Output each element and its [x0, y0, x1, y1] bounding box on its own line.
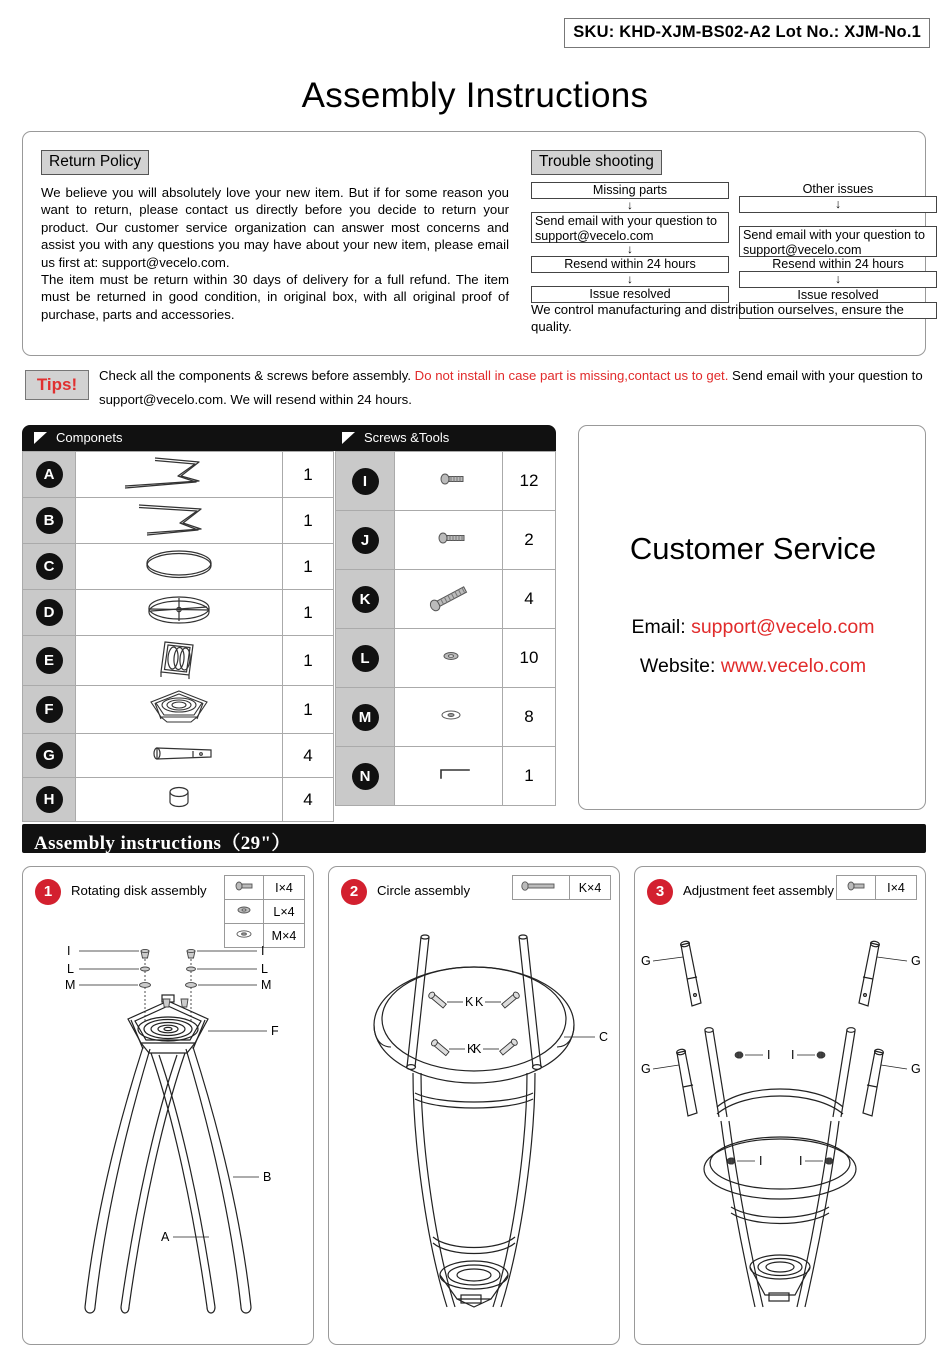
part-badge: D: [36, 599, 63, 626]
step-number-badge: 1: [35, 879, 61, 905]
callout-K: K: [475, 995, 484, 1009]
seat-ring-cross-brace-icon: [89, 590, 269, 630]
callout-I: I: [261, 944, 265, 958]
legend-text: K×4: [570, 876, 611, 900]
table-row: [336, 629, 556, 688]
callout-K: K: [465, 995, 474, 1009]
return-policy-paragraph-1: We believe you will absolutely love your new item. But if for some reason you want to return, please contact us directly before you decide to return your product. Our customer service organization can answer most concerns and assist you with any questions you may have about your new item, please email us first at: support@vecelo.com.: [41, 185, 509, 270]
part-badge: H: [36, 786, 63, 813]
allen-key-icon: [395, 762, 507, 786]
part-badge: G: [36, 742, 63, 769]
table-row: [23, 544, 334, 590]
part-key-cell: [23, 498, 76, 544]
flow-label-issue-resolved-other: Issue resolved: [797, 288, 879, 302]
part-key-cell: [23, 686, 76, 734]
short-bolt-icon: [229, 880, 259, 892]
screws-table: [335, 451, 556, 806]
part-badge: A: [36, 461, 63, 488]
sku-label: SKU: KHD-XJM-BS02-A2 Lot No.: XJM-No.1: [564, 18, 930, 48]
part-qty: 2: [503, 511, 556, 570]
flow-box-send-email: Send email with your question to support@vecelo.com: [531, 212, 729, 243]
tips-warning-text: Do not install in case part is missing,contact us to get.: [414, 368, 729, 383]
legend-row: [513, 876, 611, 900]
part-qty: 8: [503, 688, 556, 747]
part-badge: J: [352, 527, 379, 554]
part-image-cell: [76, 452, 283, 498]
part-badge: N: [352, 763, 379, 790]
tube-leg-zigzag-icon: [89, 498, 269, 538]
part-qty: 1: [503, 747, 556, 806]
part-key-cell: [336, 629, 395, 688]
flow-box-other-issues: ↓: [739, 196, 937, 213]
step-3-diagram: [635, 907, 925, 1345]
customer-service-panel: [578, 425, 926, 810]
part-image-cell: [76, 590, 283, 636]
callout-I: I: [799, 1154, 803, 1168]
part-image-cell: [395, 570, 503, 629]
table-row: [23, 498, 334, 544]
short-bolt-icon: [395, 469, 507, 489]
part-key-cell: [23, 778, 76, 822]
long-bolt-icon: [395, 582, 507, 612]
part-badge: L: [352, 645, 379, 672]
legend-row: [837, 876, 917, 900]
tips-badge: Tips!: [25, 370, 89, 400]
screws-header: Screws &Tools: [364, 430, 450, 445]
part-key-cell: [336, 570, 395, 629]
part-image-cell: [395, 629, 503, 688]
part-qty: 12: [503, 452, 556, 511]
flow-arrow-icon: ↓: [627, 242, 633, 256]
step-panel-2: [328, 866, 620, 1345]
trouble-shooting-note: We control manufacturing and distribution ourselves, ensure the quality.: [531, 302, 904, 334]
flow-box-resend: Resend within 24 hours: [531, 256, 729, 273]
legend-text: I×4: [876, 876, 917, 900]
page-title: Assembly Instructions: [301, 76, 649, 115]
flow-box-issue-resolved: Issue resolved: [531, 286, 729, 303]
triangle-marker-icon: [342, 432, 355, 444]
legend-text: L×4: [264, 900, 305, 924]
part-image-cell: [395, 511, 503, 570]
part-badge: C: [36, 553, 63, 580]
callout-K: K: [467, 1042, 476, 1056]
flow-box-resend-other: ↓: [739, 271, 937, 288]
legend-icon-cell: [513, 876, 570, 900]
part-key-cell: [23, 590, 76, 636]
table-row: [336, 747, 556, 806]
email-label: Email:: [631, 616, 692, 638]
table-row: [23, 686, 334, 734]
foot-cap-icon: [89, 780, 269, 814]
part-image-cell: [76, 498, 283, 544]
flow-box-missing-parts: Missing parts: [531, 182, 729, 199]
part-image-cell: [76, 636, 283, 686]
website-label: Website:: [639, 655, 721, 677]
part-qty: 1: [283, 590, 334, 636]
part-badge: E: [36, 647, 63, 674]
legend-row: [225, 876, 305, 900]
part-badge: I: [352, 468, 379, 495]
adjustment-foot-tube-icon: [89, 737, 269, 769]
part-key-cell: [336, 452, 395, 511]
table-row: [23, 734, 334, 778]
long-bolt-icon: [517, 880, 565, 892]
table-row: [23, 778, 334, 822]
assembly-banner-label: Assembly instructions（29"）: [34, 833, 291, 854]
customer-service-title: Customer Service: [629, 531, 877, 566]
callout-C: C: [599, 1030, 609, 1044]
legend-text: M×4: [264, 924, 305, 948]
part-image-cell: [76, 778, 283, 822]
step-number-badge: 3: [647, 879, 673, 905]
table-row: [336, 511, 556, 570]
flow-arrow-icon: ↓: [627, 198, 633, 212]
table-row: [336, 570, 556, 629]
step-1-diagram: [23, 907, 313, 1345]
part-qty: 1: [283, 636, 334, 686]
part-qty: 1: [283, 544, 334, 590]
callout-I: I: [767, 1048, 771, 1062]
callout-L: L: [67, 962, 74, 976]
parts-tables: [22, 425, 556, 810]
return-policy-body: [41, 184, 509, 323]
tube-leg-zigzag-icon: [89, 452, 269, 492]
step-title: Rotating disk assembly: [71, 883, 207, 898]
step-title: Adjustment feet assembly: [683, 883, 834, 898]
website-value[interactable]: www.vecelo.com: [720, 655, 867, 677]
components-table: [22, 451, 334, 822]
part-image-cell: [76, 544, 283, 590]
part-badge: F: [36, 696, 63, 723]
part-badge: K: [352, 586, 379, 613]
tips-text-after: Send email with your question to support@vecelo.com. We will resend within 24 hours.: [99, 368, 923, 407]
sku-header: [564, 18, 930, 48]
step-panel-1: [22, 866, 314, 1345]
part-qty: 1: [283, 498, 334, 544]
info-panel: [22, 131, 926, 356]
part-key-cell: [336, 511, 395, 570]
flow-box-send-email-other: Send email with your question to support@vecelo.com: [739, 226, 937, 257]
part-badge: M: [352, 704, 379, 731]
flow-label-resend-other: Resend within 24 hours: [772, 257, 904, 271]
components-header: Componets: [56, 430, 123, 445]
part-key-cell: [23, 734, 76, 778]
part-key-cell: [23, 544, 76, 590]
callout-G: G: [911, 1062, 921, 1076]
trouble-shooting-flowchart: [531, 182, 943, 322]
spring-washer-icon: [395, 646, 507, 666]
table-row: [336, 688, 556, 747]
flat-washer-icon: [395, 705, 507, 725]
callout-B: B: [263, 1170, 272, 1184]
part-qty: 4: [283, 734, 334, 778]
table-row: [23, 636, 334, 686]
part-qty: 10: [503, 629, 556, 688]
legend-icon-cell: [225, 876, 264, 900]
return-policy-tag: Return Policy: [41, 150, 149, 175]
step-legend: [512, 875, 611, 900]
tips-text-before: Check all the components & screws before assembly.: [99, 368, 415, 383]
email-value[interactable]: support@vecelo.com: [691, 616, 875, 638]
callout-G: G: [641, 1062, 651, 1076]
flow-column-other-issues: [739, 182, 937, 319]
short-bolt-icon: [841, 880, 871, 892]
part-qty: 1: [283, 686, 334, 734]
return-policy-section: [41, 150, 509, 323]
tips-text: [99, 364, 923, 412]
part-image-cell: [395, 688, 503, 747]
part-qty: 1: [283, 452, 334, 498]
legend-icon-cell: [837, 876, 876, 900]
triangle-marker-icon: [34, 432, 47, 444]
return-policy-paragraph-2: The item must be return within 30 days of delivery for a full refund. The item must be returned in good condition, in original box, with all original proof of purchase, parts and accessories.: [41, 272, 509, 322]
customer-service-website-row: [579, 655, 927, 678]
table-row: [23, 590, 334, 636]
callout-I: I: [759, 1154, 763, 1168]
callout-G: G: [641, 954, 651, 968]
step-title: Circle assembly: [377, 883, 471, 898]
callout-F: F: [271, 1024, 279, 1038]
swivel-plate-icon: [89, 686, 269, 728]
callout-I: I: [791, 1048, 795, 1062]
part-badge: B: [36, 507, 63, 534]
flow-label-other-issues: Other issues: [802, 182, 874, 196]
seat-ring-icon: [89, 544, 269, 584]
flow-arrow-icon: ↓: [627, 272, 633, 286]
callout-K: K: [473, 1042, 482, 1056]
trouble-shooting-tag: Trouble shooting: [531, 150, 662, 175]
customer-service-email-row: [579, 616, 927, 639]
step-number-badge: 2: [341, 879, 367, 905]
part-qty: 4: [503, 570, 556, 629]
part-key-cell: [336, 688, 395, 747]
table-row: [336, 452, 556, 511]
step-panel-3: [634, 866, 926, 1345]
trouble-shooting-section: [531, 150, 943, 334]
flow-column-missing-parts: [531, 182, 729, 303]
part-image-cell: [76, 734, 283, 778]
step-legend: [836, 875, 917, 900]
flow-spacer: [739, 213, 937, 226]
assembly-instructions-banner: [22, 824, 926, 853]
callout-G: G: [911, 954, 921, 968]
part-image-cell: [395, 747, 503, 806]
callout-M: M: [261, 978, 272, 992]
table-row: [23, 452, 334, 498]
short-bolt-icon: [395, 528, 507, 548]
tips-row: [22, 364, 926, 412]
part-image-cell: [395, 452, 503, 511]
part-image-cell: [76, 686, 283, 734]
callout-A: A: [161, 1230, 170, 1244]
part-key-cell: [336, 747, 395, 806]
callout-M: M: [65, 978, 76, 992]
part-qty: 4: [283, 778, 334, 822]
part-key-cell: [23, 636, 76, 686]
legend-text: I×4: [264, 876, 305, 900]
step-2-diagram: [329, 907, 619, 1345]
callout-L: L: [261, 962, 268, 976]
part-key-cell: [23, 452, 76, 498]
callout-I: I: [67, 944, 71, 958]
backrest-panel-icon: [89, 636, 269, 680]
